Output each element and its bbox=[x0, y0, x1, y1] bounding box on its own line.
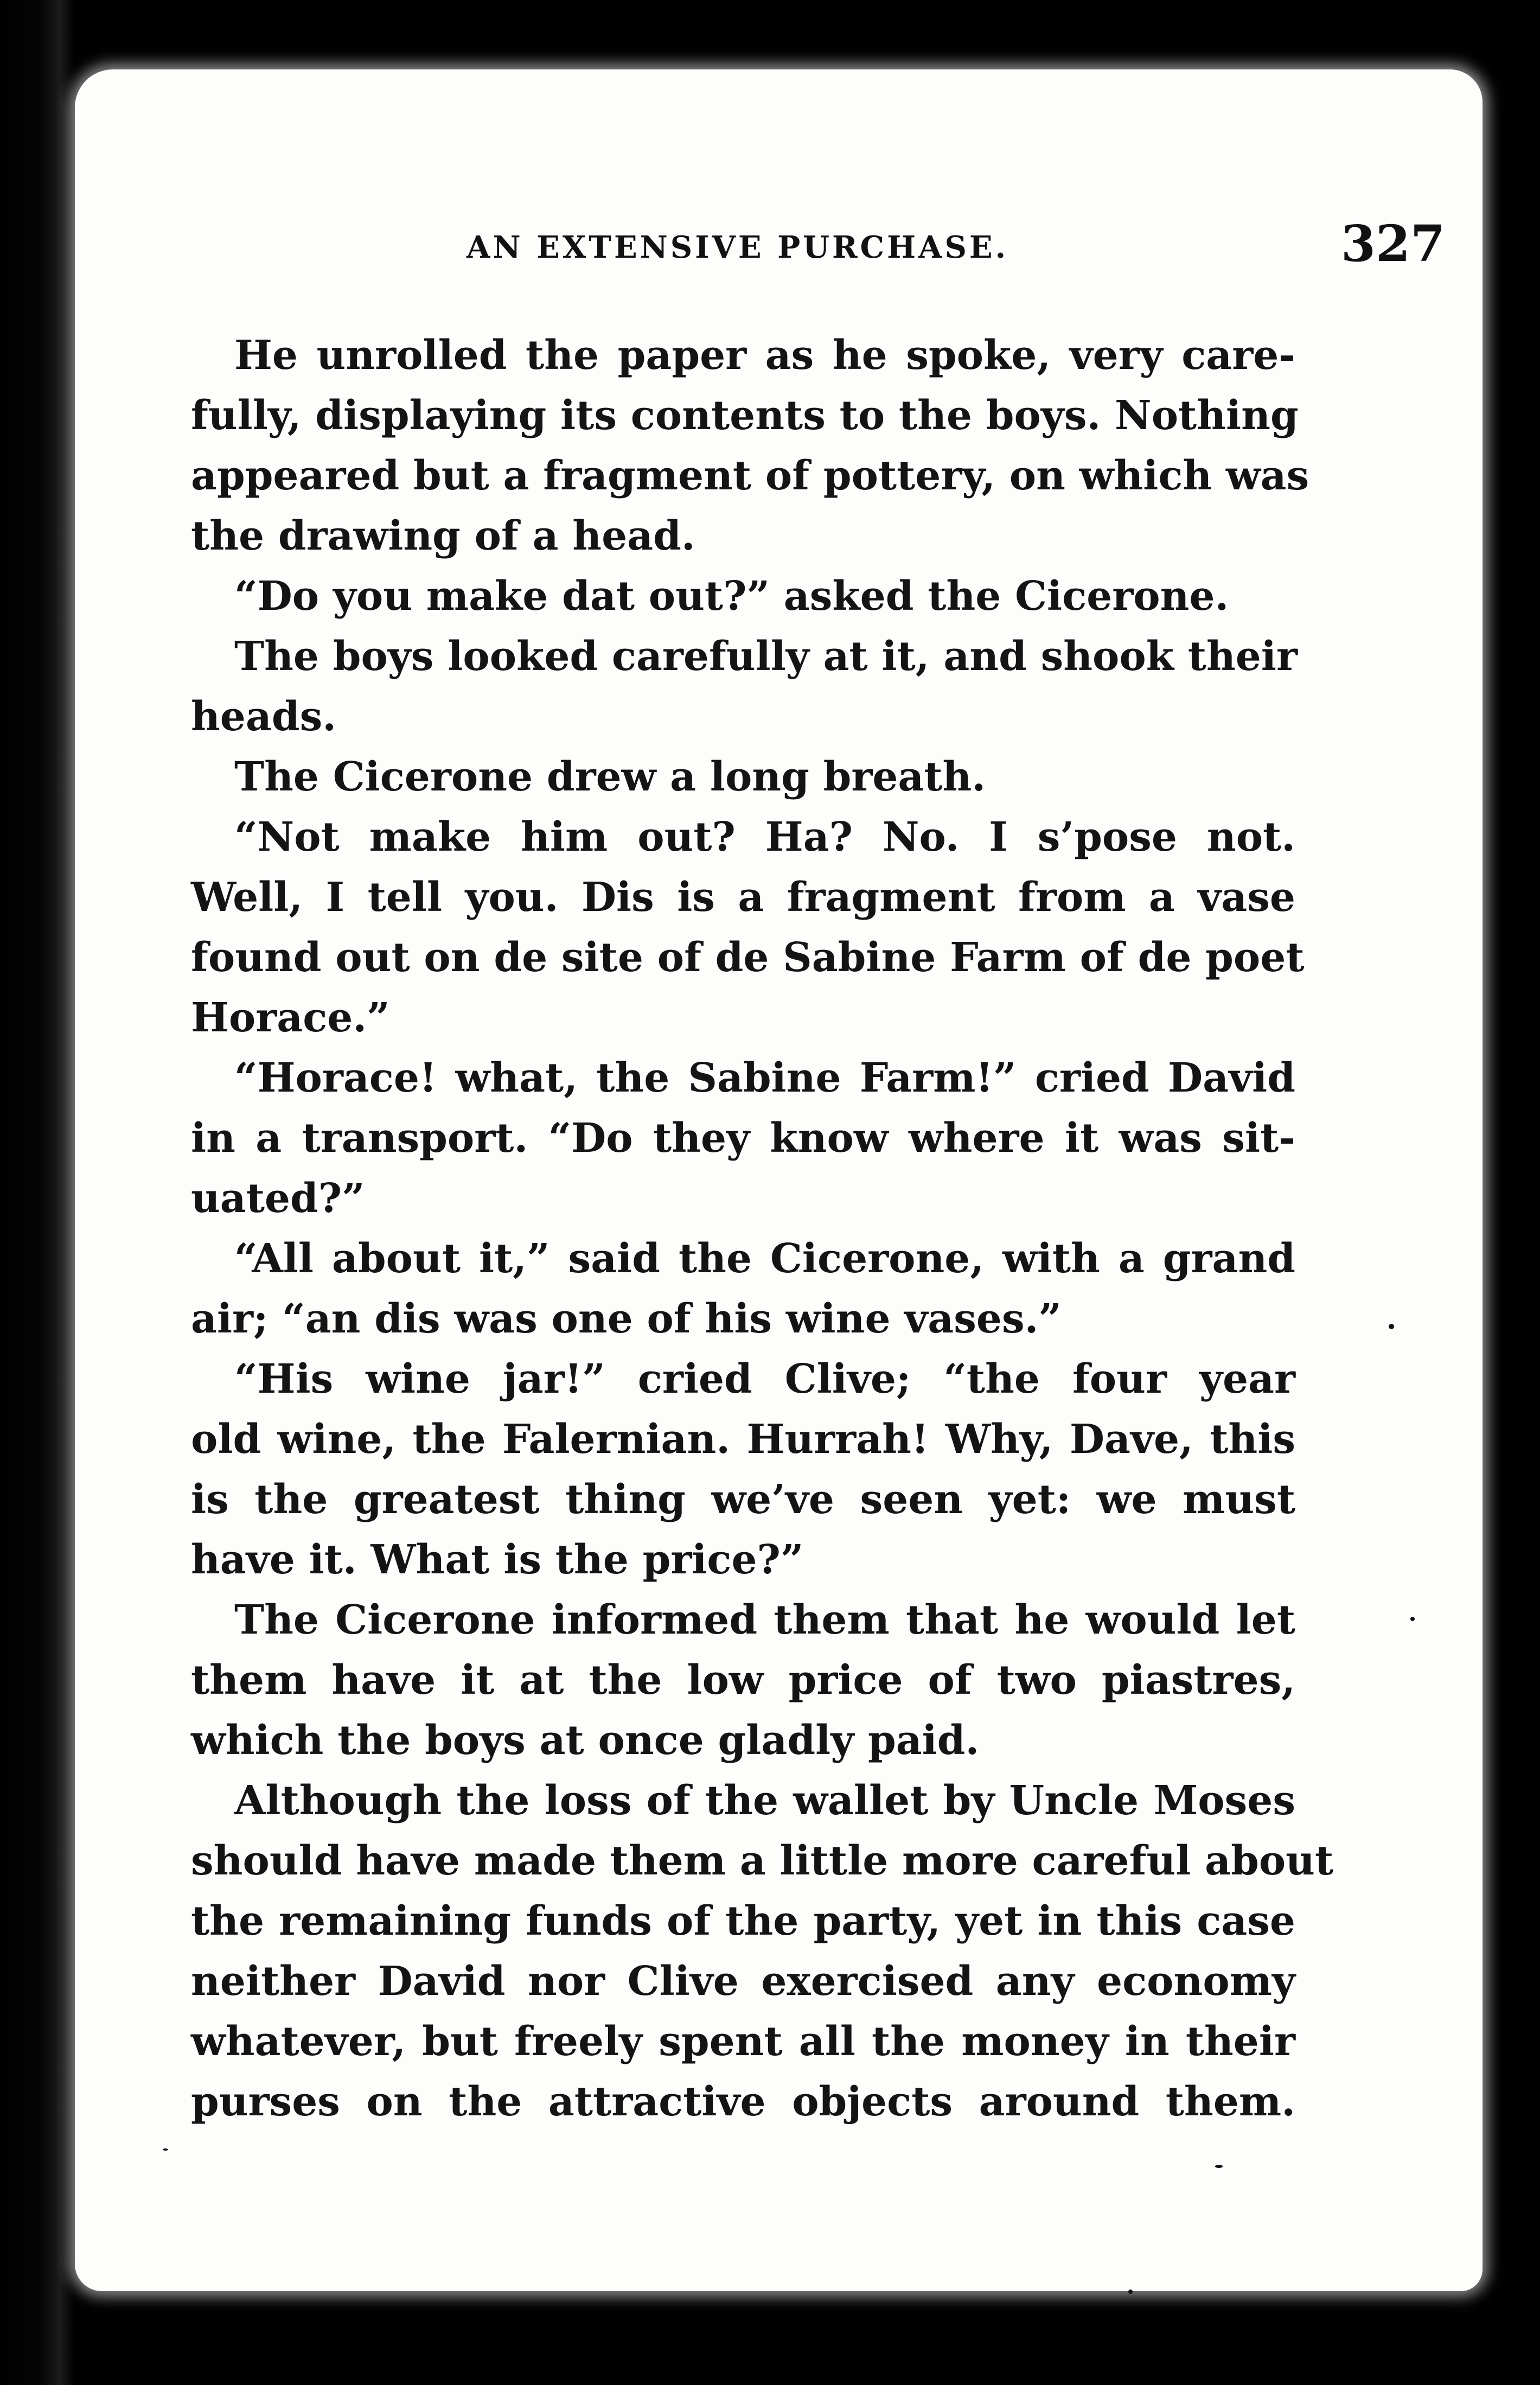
text-line: The boys looked carefully at it, and shook their bbox=[234, 633, 1298, 680]
text-line: The Cicerone informed them that he would let bbox=[234, 1597, 1295, 1643]
text-line: uated?” bbox=[191, 1175, 365, 1222]
text-line: neither David nor Clive exercised any economy bbox=[191, 1958, 1295, 2005]
text-line: fully, displaying its contents to the boys. Nothing bbox=[191, 392, 1299, 439]
text-line: Horace.” bbox=[191, 994, 390, 1041]
text-line: He unrolled the paper as he spoke, very care- bbox=[234, 332, 1295, 379]
text-line: in a transport. “Do they know where it was sit- bbox=[191, 1115, 1295, 1162]
text-line: “Not make him out? Ha? No. I s’pose not. bbox=[234, 814, 1295, 860]
text-line: “Horace! what, the Sabine Farm!” cried David bbox=[234, 1055, 1295, 1101]
text-line: “All about it,” said the Cicerone, with a grand bbox=[234, 1235, 1295, 1282]
text-line: Although the loss of the wallet by Uncle Moses bbox=[234, 1777, 1295, 1824]
text-line: “His wine jar!” cried Clive; “the four year bbox=[234, 1356, 1295, 1402]
text-line: purses on the attractive objects around them. bbox=[191, 2078, 1295, 2125]
text-line: found out on de site of de Sabine Farm of de poet bbox=[191, 934, 1305, 981]
book-spine-shadow bbox=[0, 0, 75, 2385]
scan-speck bbox=[1389, 1324, 1394, 1329]
text-line: the drawing of a head. bbox=[191, 513, 695, 559]
text-line: Well, I tell you. Dis is a fragment from a vase bbox=[191, 874, 1295, 921]
text-line: the remaining funds of the party, yet in this case bbox=[191, 1898, 1295, 1944]
running-head bbox=[195, 214, 1445, 274]
page-number: 327 bbox=[1340, 214, 1445, 273]
body-text bbox=[191, 326, 1334, 2132]
text-line: old wine, the Falernian. Hurrah! Why, Dave, this bbox=[191, 1416, 1295, 1463]
text-line: should have made them a little more careful about bbox=[191, 1838, 1334, 1884]
text-line: them have it at the low price of two piastres, bbox=[191, 1657, 1295, 1704]
scan-speck bbox=[163, 2148, 168, 2151]
running-title: AN EXTENSIVE PURCHASE. bbox=[467, 229, 1009, 265]
text-line: which the boys at once gladly paid. bbox=[191, 1717, 980, 1764]
scan-speck bbox=[1410, 1617, 1415, 1621]
scan-speck bbox=[1128, 2290, 1133, 2294]
text-line: “Do you make dat out?” asked the Cicerone. bbox=[234, 573, 1229, 620]
scan-speck bbox=[1215, 2165, 1223, 2168]
text-line: appeared but a fragment of pottery, on which was bbox=[191, 452, 1309, 499]
text-line: air; “an dis was one of his wine vases.” bbox=[191, 1296, 1062, 1342]
text-line: is the greatest thing we’ve seen yet: we must bbox=[191, 1476, 1295, 1523]
text-line: have it. What is the price?” bbox=[191, 1536, 804, 1583]
text-line: heads. bbox=[191, 693, 336, 740]
text-line: The Cicerone drew a long breath. bbox=[234, 754, 986, 800]
text-line: whatever, but freely spent all the money in their bbox=[191, 2018, 1295, 2065]
